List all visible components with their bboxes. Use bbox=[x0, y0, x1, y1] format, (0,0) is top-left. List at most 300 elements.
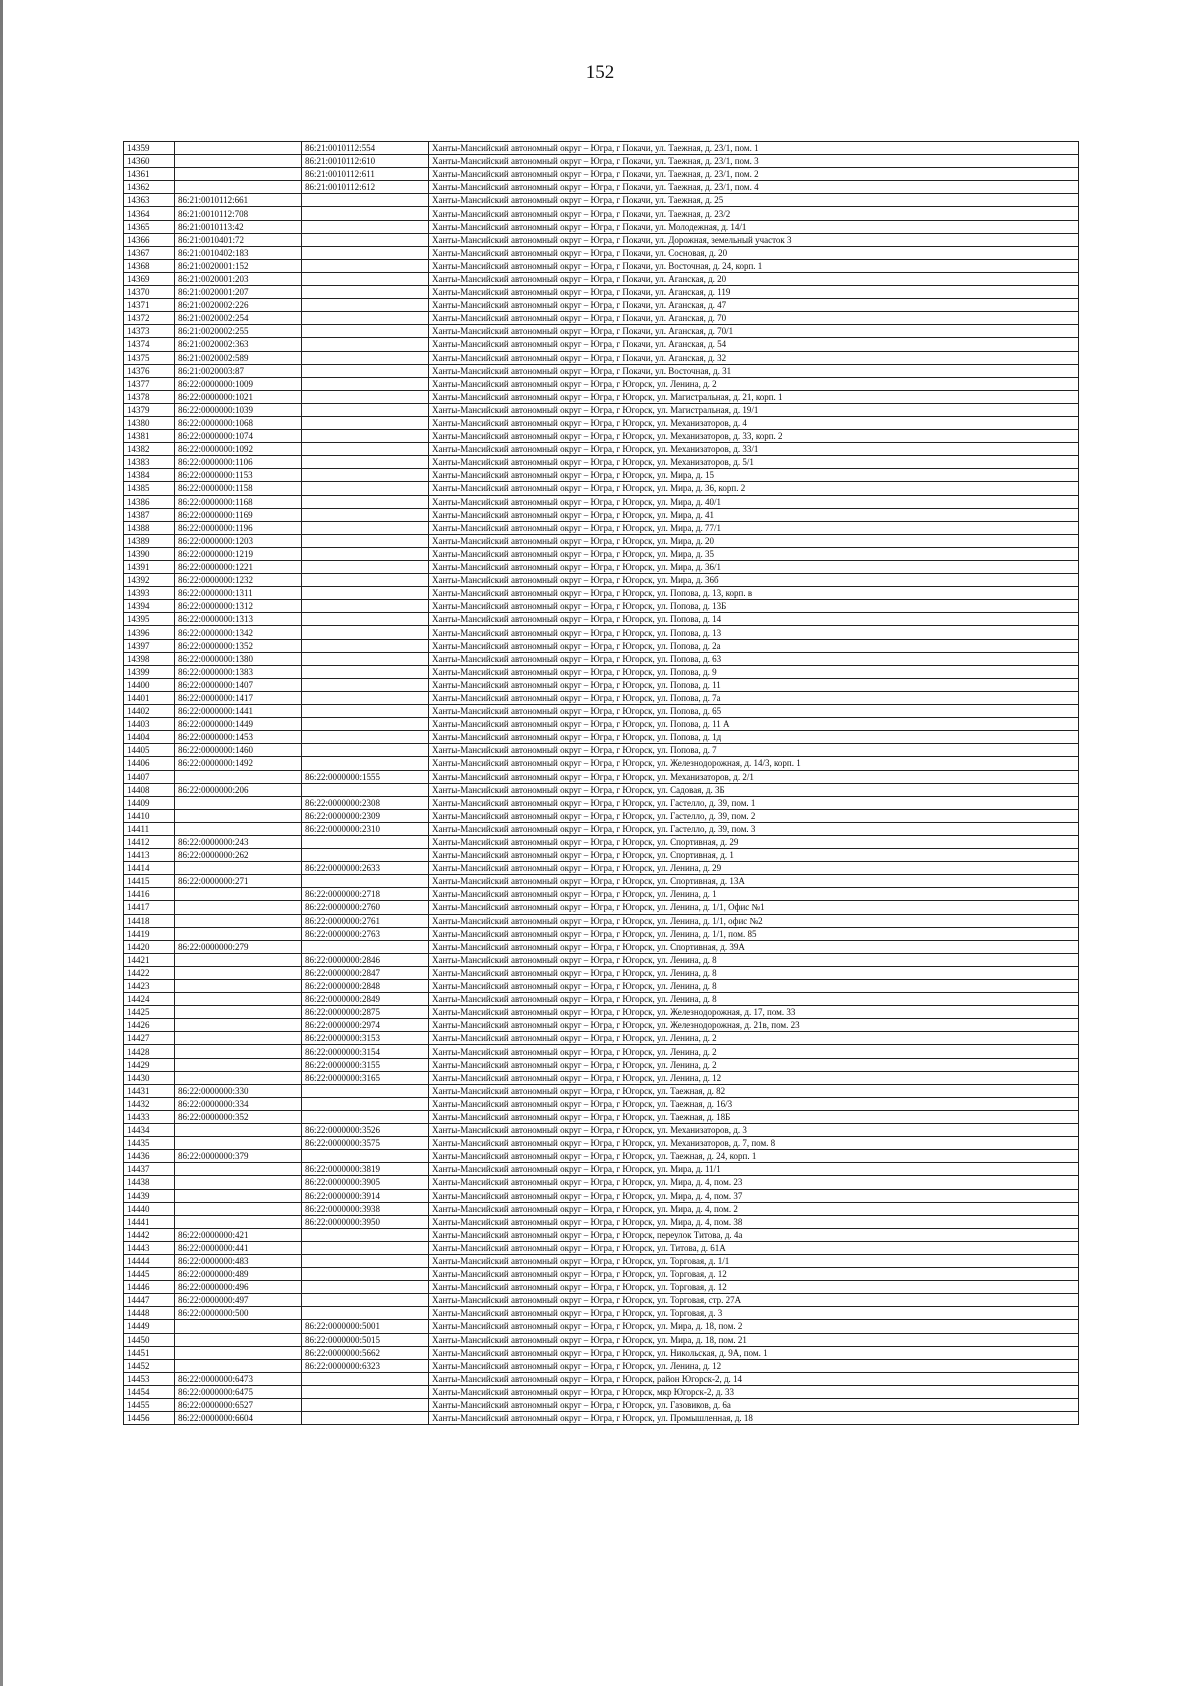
address-cell: Ханты-Мансийский автономный округ – Югра, г Югорск, ул. Попова, д. 13, корп. в bbox=[429, 587, 1079, 600]
address-cell: Ханты-Мансийский автономный округ – Югра, г Югорск, ул. Мира, д. 40/1 bbox=[429, 495, 1079, 508]
land-cadastral-number-cell: 86:22:0000000:500 bbox=[175, 1307, 302, 1320]
building-cadastral-number-cell bbox=[302, 626, 429, 639]
building-cadastral-number-cell bbox=[302, 783, 429, 796]
building-cadastral-number-cell: 86:22:0000000:5001 bbox=[302, 1320, 429, 1333]
land-cadastral-number-cell bbox=[175, 1202, 302, 1215]
land-cadastral-number-cell: 86:22:0000000:483 bbox=[175, 1254, 302, 1267]
building-cadastral-number-cell: 86:22:0000000:2875 bbox=[302, 1006, 429, 1019]
table-row bbox=[124, 1137, 1079, 1150]
row-number-cell: 14374 bbox=[124, 338, 175, 351]
table-row bbox=[124, 1084, 1079, 1097]
land-cadastral-number-cell: 86:22:0000000:1383 bbox=[175, 665, 302, 678]
land-cadastral-number-cell: 86:22:0000000:489 bbox=[175, 1268, 302, 1281]
row-number-cell: 14396 bbox=[124, 626, 175, 639]
building-cadastral-number-cell: 86:22:0000000:3154 bbox=[302, 1045, 429, 1058]
address-cell: Ханты-Мансийский автономный округ – Югра, г Покачи, ул. Аганская, д. 47 bbox=[429, 299, 1079, 312]
building-cadastral-number-cell bbox=[302, 875, 429, 888]
registry-table bbox=[123, 141, 1079, 1425]
row-number-cell: 14365 bbox=[124, 220, 175, 233]
building-cadastral-number-cell bbox=[302, 207, 429, 220]
building-cadastral-number-cell: 86:22:0000000:2847 bbox=[302, 966, 429, 979]
table-row bbox=[124, 495, 1079, 508]
row-number-cell: 14436 bbox=[124, 1150, 175, 1163]
table-row bbox=[124, 443, 1079, 456]
table-row bbox=[124, 469, 1079, 482]
land-cadastral-number-cell: 86:22:0000000:6604 bbox=[175, 1412, 302, 1425]
table-row bbox=[124, 1189, 1079, 1202]
row-number-cell: 14385 bbox=[124, 482, 175, 495]
building-cadastral-number-cell bbox=[302, 1097, 429, 1110]
address-cell: Ханты-Мансийский автономный округ – Югра, г Покачи, ул. Аганская, д. 32 bbox=[429, 351, 1079, 364]
row-number-cell: 14430 bbox=[124, 1071, 175, 1084]
table-row bbox=[124, 1071, 1079, 1084]
address-cell: Ханты-Мансийский автономный округ – Югра, г Югорск, ул. Ленина, д. 12 bbox=[429, 1359, 1079, 1372]
building-cadastral-number-cell: 86:22:0000000:2763 bbox=[302, 927, 429, 940]
land-cadastral-number-cell: 86:21:0020002:254 bbox=[175, 312, 302, 325]
table-row bbox=[124, 390, 1079, 403]
table-row bbox=[124, 325, 1079, 338]
row-number-cell: 14395 bbox=[124, 613, 175, 626]
address-cell: Ханты-Мансийский автономный округ – Югра, г Югорск, переулок Титова, д. 4а bbox=[429, 1228, 1079, 1241]
address-cell: Ханты-Мансийский автономный округ – Югра, г Покачи, ул. Таежная, д. 23/1, пом. 4 bbox=[429, 181, 1079, 194]
row-number-cell: 14450 bbox=[124, 1333, 175, 1346]
table-row bbox=[124, 822, 1079, 835]
address-cell: Ханты-Мансийский автономный округ – Югра, г Югорск, ул. Механизаторов, д. 3 bbox=[429, 1124, 1079, 1137]
address-cell: Ханты-Мансийский автономный округ – Югра, г Покачи, ул. Аганская, д. 119 bbox=[429, 286, 1079, 299]
row-number-cell: 14403 bbox=[124, 718, 175, 731]
land-cadastral-number-cell: 86:21:0010113:42 bbox=[175, 220, 302, 233]
land-cadastral-number-cell: 86:22:0000000:1407 bbox=[175, 678, 302, 691]
land-cadastral-number-cell bbox=[175, 1359, 302, 1372]
address-cell: Ханты-Мансийский автономный округ – Югра, г Югорск, ул. Ленина, д. 8 bbox=[429, 993, 1079, 1006]
row-number-cell: 14377 bbox=[124, 377, 175, 390]
land-cadastral-number-cell bbox=[175, 993, 302, 1006]
address-cell: Ханты-Мансийский автономный округ – Югра, г Югорск, ул. Промышленная, д. 18 bbox=[429, 1412, 1079, 1425]
land-cadastral-number-cell: 86:22:0000000:330 bbox=[175, 1084, 302, 1097]
table-row bbox=[124, 351, 1079, 364]
address-cell: Ханты-Мансийский автономный округ – Югра, г Югорск, ул. Попова, д. 63 bbox=[429, 652, 1079, 665]
land-cadastral-number-cell: 86:22:0000000:1158 bbox=[175, 482, 302, 495]
address-cell: Ханты-Мансийский автономный округ – Югра, г Покачи, ул. Восточная, д. 31 bbox=[429, 364, 1079, 377]
table-row bbox=[124, 1399, 1079, 1412]
land-cadastral-number-cell: 86:21:0010401:72 bbox=[175, 233, 302, 246]
address-cell: Ханты-Мансийский автономный округ – Югра, г Югорск, ул. Таежная, д. 24, корп. 1 bbox=[429, 1150, 1079, 1163]
table-row bbox=[124, 809, 1079, 822]
table-row bbox=[124, 1307, 1079, 1320]
land-cadastral-number-cell: 86:22:0000000:379 bbox=[175, 1150, 302, 1163]
land-cadastral-number-cell: 86:21:0020003:87 bbox=[175, 364, 302, 377]
table-row bbox=[124, 652, 1079, 665]
land-cadastral-number-cell bbox=[175, 1019, 302, 1032]
table-row bbox=[124, 377, 1079, 390]
address-cell: Ханты-Мансийский автономный округ – Югра, г Югорск, ул. Титова, д. 61А bbox=[429, 1241, 1079, 1254]
land-cadastral-number-cell: 86:22:0000000:1312 bbox=[175, 600, 302, 613]
address-cell: Ханты-Мансийский автономный округ – Югра, г Югорск, ул. Ленина, д. 8 bbox=[429, 966, 1079, 979]
land-cadastral-number-cell: 86:21:0020001:152 bbox=[175, 259, 302, 272]
table-row bbox=[124, 901, 1079, 914]
building-cadastral-number-cell bbox=[302, 561, 429, 574]
address-cell: Ханты-Мансийский автономный округ – Югра, г Югорск, ул. Торговая, д. 3 bbox=[429, 1307, 1079, 1320]
address-cell: Ханты-Мансийский автономный округ – Югра, г Югорск, ул. Газовиков, д. 6а bbox=[429, 1399, 1079, 1412]
table-row bbox=[124, 246, 1079, 259]
table-row bbox=[124, 233, 1079, 246]
row-number-cell: 14422 bbox=[124, 966, 175, 979]
land-cadastral-number-cell: 86:22:0000000:1203 bbox=[175, 534, 302, 547]
building-cadastral-number-cell bbox=[302, 1281, 429, 1294]
table-row bbox=[124, 770, 1079, 783]
row-number-cell: 14387 bbox=[124, 508, 175, 521]
building-cadastral-number-cell: 86:22:0000000:2310 bbox=[302, 822, 429, 835]
row-number-cell: 14359 bbox=[124, 142, 175, 155]
building-cadastral-number-cell bbox=[302, 495, 429, 508]
land-cadastral-number-cell bbox=[175, 966, 302, 979]
row-number-cell: 14442 bbox=[124, 1228, 175, 1241]
table-row bbox=[124, 1333, 1079, 1346]
land-cadastral-number-cell: 86:22:0000000:1492 bbox=[175, 757, 302, 770]
table-row bbox=[124, 547, 1079, 560]
building-cadastral-number-cell bbox=[302, 744, 429, 757]
address-cell: Ханты-Мансийский автономный округ – Югра, г Югорск, ул. Мира, д. 36б bbox=[429, 574, 1079, 587]
row-number-cell: 14379 bbox=[124, 403, 175, 416]
address-cell: Ханты-Мансийский автономный округ – Югра, г Югорск, ул. Мира, д. 11/1 bbox=[429, 1163, 1079, 1176]
address-cell: Ханты-Мансийский автономный округ – Югра, г Югорск, ул. Таежная, д. 18Б bbox=[429, 1110, 1079, 1123]
row-number-cell: 14414 bbox=[124, 862, 175, 875]
row-number-cell: 14407 bbox=[124, 770, 175, 783]
land-cadastral-number-cell: 86:22:0000000:1232 bbox=[175, 574, 302, 587]
table-row bbox=[124, 1215, 1079, 1228]
building-cadastral-number-cell bbox=[302, 849, 429, 862]
address-cell: Ханты-Мансийский автономный округ – Югра, г Югорск, ул. Мира, д. 4, пом. 2 bbox=[429, 1202, 1079, 1215]
building-cadastral-number-cell: 86:22:0000000:2718 bbox=[302, 888, 429, 901]
row-number-cell: 14431 bbox=[124, 1084, 175, 1097]
address-cell: Ханты-Мансийский автономный округ – Югра, г Югорск, ул. Ленина, д. 1/1, офис №2 bbox=[429, 914, 1079, 927]
building-cadastral-number-cell bbox=[302, 430, 429, 443]
land-cadastral-number-cell bbox=[175, 914, 302, 927]
table-row bbox=[124, 416, 1079, 429]
table-row bbox=[124, 1006, 1079, 1019]
building-cadastral-number-cell: 86:22:0000000:2846 bbox=[302, 953, 429, 966]
building-cadastral-number-cell bbox=[302, 1268, 429, 1281]
address-cell: Ханты-Мансийский автономный округ – Югра, г Югорск, ул. Ленина, д. 12 bbox=[429, 1071, 1079, 1084]
row-number-cell: 14420 bbox=[124, 940, 175, 953]
building-cadastral-number-cell bbox=[302, 469, 429, 482]
building-cadastral-number-cell bbox=[302, 705, 429, 718]
building-cadastral-number-cell: 86:22:0000000:3950 bbox=[302, 1215, 429, 1228]
address-cell: Ханты-Мансийский автономный округ – Югра, г Покачи, ул. Аганская, д. 54 bbox=[429, 338, 1079, 351]
row-number-cell: 14386 bbox=[124, 495, 175, 508]
address-cell: Ханты-Мансийский автономный округ – Югра, г Югорск, ул. Попова, д. 11 bbox=[429, 678, 1079, 691]
building-cadastral-number-cell: 86:22:0000000:2848 bbox=[302, 980, 429, 993]
address-cell: Ханты-Мансийский автономный округ – Югра, г Югорск, ул. Мира, д. 4, пом. 37 bbox=[429, 1189, 1079, 1202]
land-cadastral-number-cell: 86:22:0000000:1068 bbox=[175, 416, 302, 429]
address-cell: Ханты-Мансийский автономный округ – Югра, г Югорск, ул. Таежная, д. 82 bbox=[429, 1084, 1079, 1097]
row-number-cell: 14384 bbox=[124, 469, 175, 482]
table-row bbox=[124, 796, 1079, 809]
building-cadastral-number-cell: 86:22:0000000:3526 bbox=[302, 1124, 429, 1137]
building-cadastral-number-cell bbox=[302, 678, 429, 691]
table-row bbox=[124, 456, 1079, 469]
building-cadastral-number-cell: 86:22:0000000:2308 bbox=[302, 796, 429, 809]
table-row bbox=[124, 207, 1079, 220]
row-number-cell: 14392 bbox=[124, 574, 175, 587]
building-cadastral-number-cell bbox=[302, 364, 429, 377]
registry-table-container bbox=[123, 141, 1079, 1425]
land-cadastral-number-cell bbox=[175, 142, 302, 155]
building-cadastral-number-cell bbox=[302, 194, 429, 207]
table-row bbox=[124, 168, 1079, 181]
building-cadastral-number-cell bbox=[302, 1241, 429, 1254]
table-row bbox=[124, 953, 1079, 966]
land-cadastral-number-cell: 86:22:0000000:496 bbox=[175, 1281, 302, 1294]
land-cadastral-number-cell: 86:22:0000000:1169 bbox=[175, 508, 302, 521]
table-row bbox=[124, 1346, 1079, 1359]
row-number-cell: 14364 bbox=[124, 207, 175, 220]
address-cell: Ханты-Мансийский автономный округ – Югра, г Покачи, ул. Дорожная, земельный участок 3 bbox=[429, 233, 1079, 246]
building-cadastral-number-cell bbox=[302, 259, 429, 272]
land-cadastral-number-cell bbox=[175, 1058, 302, 1071]
table-row bbox=[124, 403, 1079, 416]
table-row bbox=[124, 430, 1079, 443]
building-cadastral-number-cell bbox=[302, 652, 429, 665]
building-cadastral-number-cell: 86:22:0000000:3153 bbox=[302, 1032, 429, 1045]
row-number-cell: 14454 bbox=[124, 1385, 175, 1398]
table-row bbox=[124, 600, 1079, 613]
land-cadastral-number-cell: 86:22:0000000:243 bbox=[175, 835, 302, 848]
building-cadastral-number-cell bbox=[302, 639, 429, 652]
land-cadastral-number-cell: 86:22:0000000:1441 bbox=[175, 705, 302, 718]
table-row bbox=[124, 940, 1079, 953]
row-number-cell: 14401 bbox=[124, 691, 175, 704]
land-cadastral-number-cell: 86:22:0000000:271 bbox=[175, 875, 302, 888]
building-cadastral-number-cell: 86:21:0010112:612 bbox=[302, 181, 429, 194]
building-cadastral-number-cell: 86:22:0000000:3155 bbox=[302, 1058, 429, 1071]
row-number-cell: 14360 bbox=[124, 155, 175, 168]
land-cadastral-number-cell: 86:22:0000000:206 bbox=[175, 783, 302, 796]
address-cell: Ханты-Мансийский автономный округ – Югра, г Югорск, ул. Гастелло, д. 39, пом. 2 bbox=[429, 809, 1079, 822]
land-cadastral-number-cell bbox=[175, 1045, 302, 1058]
address-cell: Ханты-Мансийский автономный округ – Югра, г Югорск, ул. Попова, д. 9 bbox=[429, 665, 1079, 678]
row-number-cell: 14419 bbox=[124, 927, 175, 940]
table-row bbox=[124, 731, 1079, 744]
table-row bbox=[124, 574, 1079, 587]
land-cadastral-number-cell bbox=[175, 770, 302, 783]
address-cell: Ханты-Мансийский автономный округ – Югра, г Югорск, ул. Попова, д. 13 bbox=[429, 626, 1079, 639]
address-cell: Ханты-Мансийский автономный округ – Югра, г Югорск, ул. Ленина, д. 2 bbox=[429, 1058, 1079, 1071]
table-row bbox=[124, 1097, 1079, 1110]
building-cadastral-number-cell bbox=[302, 351, 429, 364]
row-number-cell: 14389 bbox=[124, 534, 175, 547]
table-row bbox=[124, 1176, 1079, 1189]
building-cadastral-number-cell bbox=[302, 482, 429, 495]
table-row bbox=[124, 1281, 1079, 1294]
building-cadastral-number-cell bbox=[302, 416, 429, 429]
row-number-cell: 14394 bbox=[124, 600, 175, 613]
building-cadastral-number-cell bbox=[302, 1294, 429, 1307]
table-row bbox=[124, 1254, 1079, 1267]
address-cell: Ханты-Мансийский автономный округ – Югра, г Югорск, ул. Гастелло, д. 39, пом. 3 bbox=[429, 822, 1079, 835]
land-cadastral-number-cell: 86:21:0020002:589 bbox=[175, 351, 302, 364]
row-number-cell: 14423 bbox=[124, 980, 175, 993]
building-cadastral-number-cell bbox=[302, 600, 429, 613]
row-number-cell: 14372 bbox=[124, 312, 175, 325]
building-cadastral-number-cell bbox=[302, 508, 429, 521]
row-number-cell: 14437 bbox=[124, 1163, 175, 1176]
registry-table-body bbox=[124, 142, 1079, 1425]
address-cell: Ханты-Мансийский автономный округ – Югра, г Югорск, ул. Магистральная, д. 21, корп. 1 bbox=[429, 390, 1079, 403]
land-cadastral-number-cell: 86:21:0020001:203 bbox=[175, 272, 302, 285]
land-cadastral-number-cell: 86:22:0000000:1352 bbox=[175, 639, 302, 652]
building-cadastral-number-cell: 86:22:0000000:2974 bbox=[302, 1019, 429, 1032]
land-cadastral-number-cell: 86:21:0020002:363 bbox=[175, 338, 302, 351]
table-row bbox=[124, 718, 1079, 731]
row-number-cell: 14375 bbox=[124, 351, 175, 364]
table-row bbox=[124, 678, 1079, 691]
land-cadastral-number-cell: 86:21:0010402:183 bbox=[175, 246, 302, 259]
table-row bbox=[124, 1202, 1079, 1215]
address-cell: Ханты-Мансийский автономный округ – Югра, г Покачи, ул. Таежная, д. 23/1, пом. 2 bbox=[429, 168, 1079, 181]
address-cell: Ханты-Мансийский автономный округ – Югра, г Югорск, ул. Мира, д. 18, пом. 2 bbox=[429, 1320, 1079, 1333]
address-cell: Ханты-Мансийский автономный округ – Югра, г Югорск, ул. Механизаторов, д. 7, пом. 8 bbox=[429, 1137, 1079, 1150]
land-cadastral-number-cell: 86:22:0000000:1153 bbox=[175, 469, 302, 482]
table-row bbox=[124, 875, 1079, 888]
row-number-cell: 14406 bbox=[124, 757, 175, 770]
row-number-cell: 14429 bbox=[124, 1058, 175, 1071]
address-cell: Ханты-Мансийский автономный округ – Югра, г Югорск, ул. Ленина, д. 1/1, пом. 85 bbox=[429, 927, 1079, 940]
building-cadastral-number-cell: 86:22:0000000:2849 bbox=[302, 993, 429, 1006]
building-cadastral-number-cell bbox=[302, 325, 429, 338]
table-row bbox=[124, 194, 1079, 207]
land-cadastral-number-cell: 86:21:0010112:661 bbox=[175, 194, 302, 207]
address-cell: Ханты-Мансийский автономный округ – Югра, г Югорск, ул. Мира, д. 4, пом. 23 bbox=[429, 1176, 1079, 1189]
land-cadastral-number-cell bbox=[175, 822, 302, 835]
land-cadastral-number-cell: 86:22:0000000:1449 bbox=[175, 718, 302, 731]
address-cell: Ханты-Мансийский автономный округ – Югра, г Югорск, ул. Механизаторов, д. 4 bbox=[429, 416, 1079, 429]
building-cadastral-number-cell bbox=[302, 691, 429, 704]
address-cell: Ханты-Мансийский автономный округ – Югра, г Югорск, ул. Мира, д. 41 bbox=[429, 508, 1079, 521]
row-number-cell: 14367 bbox=[124, 246, 175, 259]
table-row bbox=[124, 1045, 1079, 1058]
address-cell: Ханты-Мансийский автономный округ – Югра, г Югорск, ул. Железнодорожная, д. 14/3, корп. 1 bbox=[429, 757, 1079, 770]
row-number-cell: 14383 bbox=[124, 456, 175, 469]
table-row bbox=[124, 1032, 1079, 1045]
land-cadastral-number-cell: 86:22:0000000:1313 bbox=[175, 613, 302, 626]
table-row bbox=[124, 299, 1079, 312]
building-cadastral-number-cell bbox=[302, 587, 429, 600]
row-number-cell: 14398 bbox=[124, 652, 175, 665]
land-cadastral-number-cell: 86:22:0000000:1221 bbox=[175, 561, 302, 574]
address-cell: Ханты-Мансийский автономный округ – Югра, г Югорск, ул. Никольская, д. 9А, пом. 1 bbox=[429, 1346, 1079, 1359]
row-number-cell: 14381 bbox=[124, 430, 175, 443]
table-row bbox=[124, 1163, 1079, 1176]
land-cadastral-number-cell bbox=[175, 1189, 302, 1202]
address-cell: Ханты-Мансийский автономный округ – Югра, г Югорск, ул. Попова, д. 1д bbox=[429, 731, 1079, 744]
land-cadastral-number-cell: 86:22:0000000:1196 bbox=[175, 521, 302, 534]
building-cadastral-number-cell: 86:22:0000000:2761 bbox=[302, 914, 429, 927]
building-cadastral-number-cell: 86:22:0000000:3914 bbox=[302, 1189, 429, 1202]
building-cadastral-number-cell: 86:22:0000000:2309 bbox=[302, 809, 429, 822]
table-row bbox=[124, 1228, 1079, 1241]
table-row bbox=[124, 1058, 1079, 1071]
table-row bbox=[124, 521, 1079, 534]
row-number-cell: 14408 bbox=[124, 783, 175, 796]
row-number-cell: 14433 bbox=[124, 1110, 175, 1123]
row-number-cell: 14410 bbox=[124, 809, 175, 822]
table-row bbox=[124, 561, 1079, 574]
row-number-cell: 14404 bbox=[124, 731, 175, 744]
row-number-cell: 14432 bbox=[124, 1097, 175, 1110]
address-cell: Ханты-Мансийский автономный округ – Югра, г Югорск, ул. Спортивная, д. 13А bbox=[429, 875, 1079, 888]
land-cadastral-number-cell: 86:22:0000000:1009 bbox=[175, 377, 302, 390]
building-cadastral-number-cell bbox=[302, 390, 429, 403]
land-cadastral-number-cell: 86:21:0020002:255 bbox=[175, 325, 302, 338]
row-number-cell: 14390 bbox=[124, 547, 175, 560]
row-number-cell: 14434 bbox=[124, 1124, 175, 1137]
land-cadastral-number-cell: 86:22:0000000:1219 bbox=[175, 547, 302, 560]
table-row bbox=[124, 993, 1079, 1006]
table-row bbox=[124, 1372, 1079, 1385]
address-cell: Ханты-Мансийский автономный округ – Югра, г Покачи, ул. Таежная, д. 23/1, пом. 3 bbox=[429, 155, 1079, 168]
building-cadastral-number-cell: 86:22:0000000:5015 bbox=[302, 1333, 429, 1346]
address-cell: Ханты-Мансийский автономный округ – Югра, г Югорск, ул. Попова, д. 7а bbox=[429, 691, 1079, 704]
land-cadastral-number-cell bbox=[175, 1215, 302, 1228]
land-cadastral-number-cell bbox=[175, 1163, 302, 1176]
table-row bbox=[124, 508, 1079, 521]
land-cadastral-number-cell: 86:22:0000000:1106 bbox=[175, 456, 302, 469]
table-row bbox=[124, 1150, 1079, 1163]
building-cadastral-number-cell bbox=[302, 521, 429, 534]
building-cadastral-number-cell: 86:22:0000000:3165 bbox=[302, 1071, 429, 1084]
row-number-cell: 14435 bbox=[124, 1137, 175, 1150]
row-number-cell: 14439 bbox=[124, 1189, 175, 1202]
address-cell: Ханты-Мансийский автономный округ – Югра, г Югорск, ул. Попова, д. 2а bbox=[429, 639, 1079, 652]
row-number-cell: 14452 bbox=[124, 1359, 175, 1372]
building-cadastral-number-cell bbox=[302, 1307, 429, 1320]
row-number-cell: 14440 bbox=[124, 1202, 175, 1215]
building-cadastral-number-cell bbox=[302, 1110, 429, 1123]
building-cadastral-number-cell bbox=[302, 665, 429, 678]
address-cell: Ханты-Мансийский автономный округ – Югра, г Покачи, ул. Молодежная, д. 14/1 bbox=[429, 220, 1079, 233]
building-cadastral-number-cell bbox=[302, 233, 429, 246]
row-number-cell: 14369 bbox=[124, 272, 175, 285]
table-row bbox=[124, 639, 1079, 652]
address-cell: Ханты-Мансийский автономный округ – Югра, г Покачи, ул. Восточная, д. 24, корп. 1 bbox=[429, 259, 1079, 272]
address-cell: Ханты-Мансийский автономный округ – Югра, г Югорск, ул. Механизаторов, д. 2/1 bbox=[429, 770, 1079, 783]
building-cadastral-number-cell bbox=[302, 377, 429, 390]
row-number-cell: 14426 bbox=[124, 1019, 175, 1032]
land-cadastral-number-cell bbox=[175, 927, 302, 940]
building-cadastral-number-cell: 86:22:0000000:2760 bbox=[302, 901, 429, 914]
land-cadastral-number-cell: 86:22:0000000:352 bbox=[175, 1110, 302, 1123]
address-cell: Ханты-Мансийский автономный округ – Югра, г Покачи, ул. Аганская, д. 70 bbox=[429, 312, 1079, 325]
table-row bbox=[124, 1385, 1079, 1398]
land-cadastral-number-cell: 86:22:0000000:279 bbox=[175, 940, 302, 953]
building-cadastral-number-cell bbox=[302, 1385, 429, 1398]
land-cadastral-number-cell: 86:22:0000000:1039 bbox=[175, 403, 302, 416]
land-cadastral-number-cell: 86:22:0000000:1311 bbox=[175, 587, 302, 600]
row-number-cell: 14363 bbox=[124, 194, 175, 207]
table-row bbox=[124, 966, 1079, 979]
building-cadastral-number-cell: 86:22:0000000:5662 bbox=[302, 1346, 429, 1359]
row-number-cell: 14443 bbox=[124, 1241, 175, 1254]
building-cadastral-number-cell bbox=[302, 246, 429, 259]
building-cadastral-number-cell bbox=[302, 718, 429, 731]
address-cell: Ханты-Мансийский автономный округ – Югра, г Покачи, ул. Таежная, д. 25 bbox=[429, 194, 1079, 207]
table-row bbox=[124, 665, 1079, 678]
table-row bbox=[124, 1110, 1079, 1123]
row-number-cell: 14418 bbox=[124, 914, 175, 927]
building-cadastral-number-cell: 86:22:0000000:6323 bbox=[302, 1359, 429, 1372]
scan-edge-shadow bbox=[0, 0, 3, 1686]
